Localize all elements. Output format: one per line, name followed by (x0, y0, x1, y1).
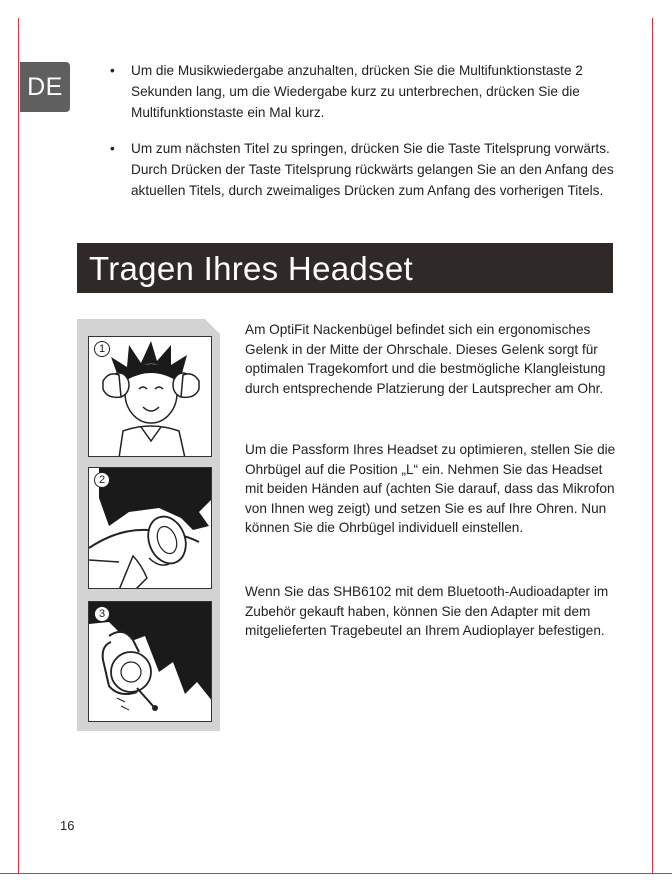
person-headset-icon (89, 337, 212, 457)
paragraph: Um die Passform Ihres Headset zu optimieren, stellen Sie die Ohrbügel auf die Position „L“ ein. Nehmen Sie das Headset mit beiden Händen auf (achten Sie darauf, dass das Mikrofon von Ihnen weg zeigt) und setzen Sie es auf Ihre Ohren. Nun können Sie die Ohrbügel individuell einstellen. (245, 442, 616, 536)
illustration-step-1 (88, 336, 212, 457)
step-number: 3 (94, 606, 110, 622)
bullet-text: Um zum nächsten Titel zu springen, drücken Sie die Taste Titelsprung vorwärts. Durch Drücken der Taste Titelsprung rückwärts gelangen Sie an den Anfang des aktuellen Titels, durch zweimaliges Drücken zum Anfang des vorherigen Titels. (131, 141, 614, 198)
paragraph: Am OptiFit Nackenbügel befindet sich ein ergonomisches Gelenk in der Mitte der Ohrschale. Dieses Gelenk sorgt für optimalen Tragekomfort und die bestmögliche Klangleistung durch entsprechende Platzierung der Lautsprecher am Ohr. (245, 322, 606, 396)
section-title: Tragen Ihres Headset (77, 243, 613, 293)
illustration-step-2 (88, 467, 212, 589)
page-border-bottom (0, 873, 672, 874)
page-border-right (652, 18, 653, 874)
paragraph: Wenn Sie das SHB6102 mit dem Bluetooth-Audioadapter im Zubehör gekauft haben, können Sie den Adapter mit dem mitgelieferten Tragebeutel an Ihrem Audioplayer befestigen. (245, 584, 609, 639)
ear-headset-icon (89, 468, 212, 589)
illustration-step-3 (88, 601, 212, 722)
bullet-marker: • (110, 63, 115, 78)
step-number: 2 (94, 472, 110, 488)
language-tab: DE (20, 62, 70, 112)
bullet-item (110, 61, 618, 123)
bullet-marker: • (110, 141, 115, 156)
panel-fold-corner (205, 319, 221, 335)
page-number: 16 (60, 818, 75, 833)
bullet-item (110, 139, 618, 201)
step-number: 1 (94, 341, 110, 357)
page-border-left (18, 18, 19, 874)
headset-on-ear-icon (89, 602, 212, 722)
bullet-text: Um die Musikwiedergabe anzuhalten, drücken Sie die Multifunktionstaste 2 Sekunden lang, um die Wiedergabe kurz zu unterbrechen, drücken Sie die Multifunktionstaste ein Mal kurz. (131, 63, 583, 120)
